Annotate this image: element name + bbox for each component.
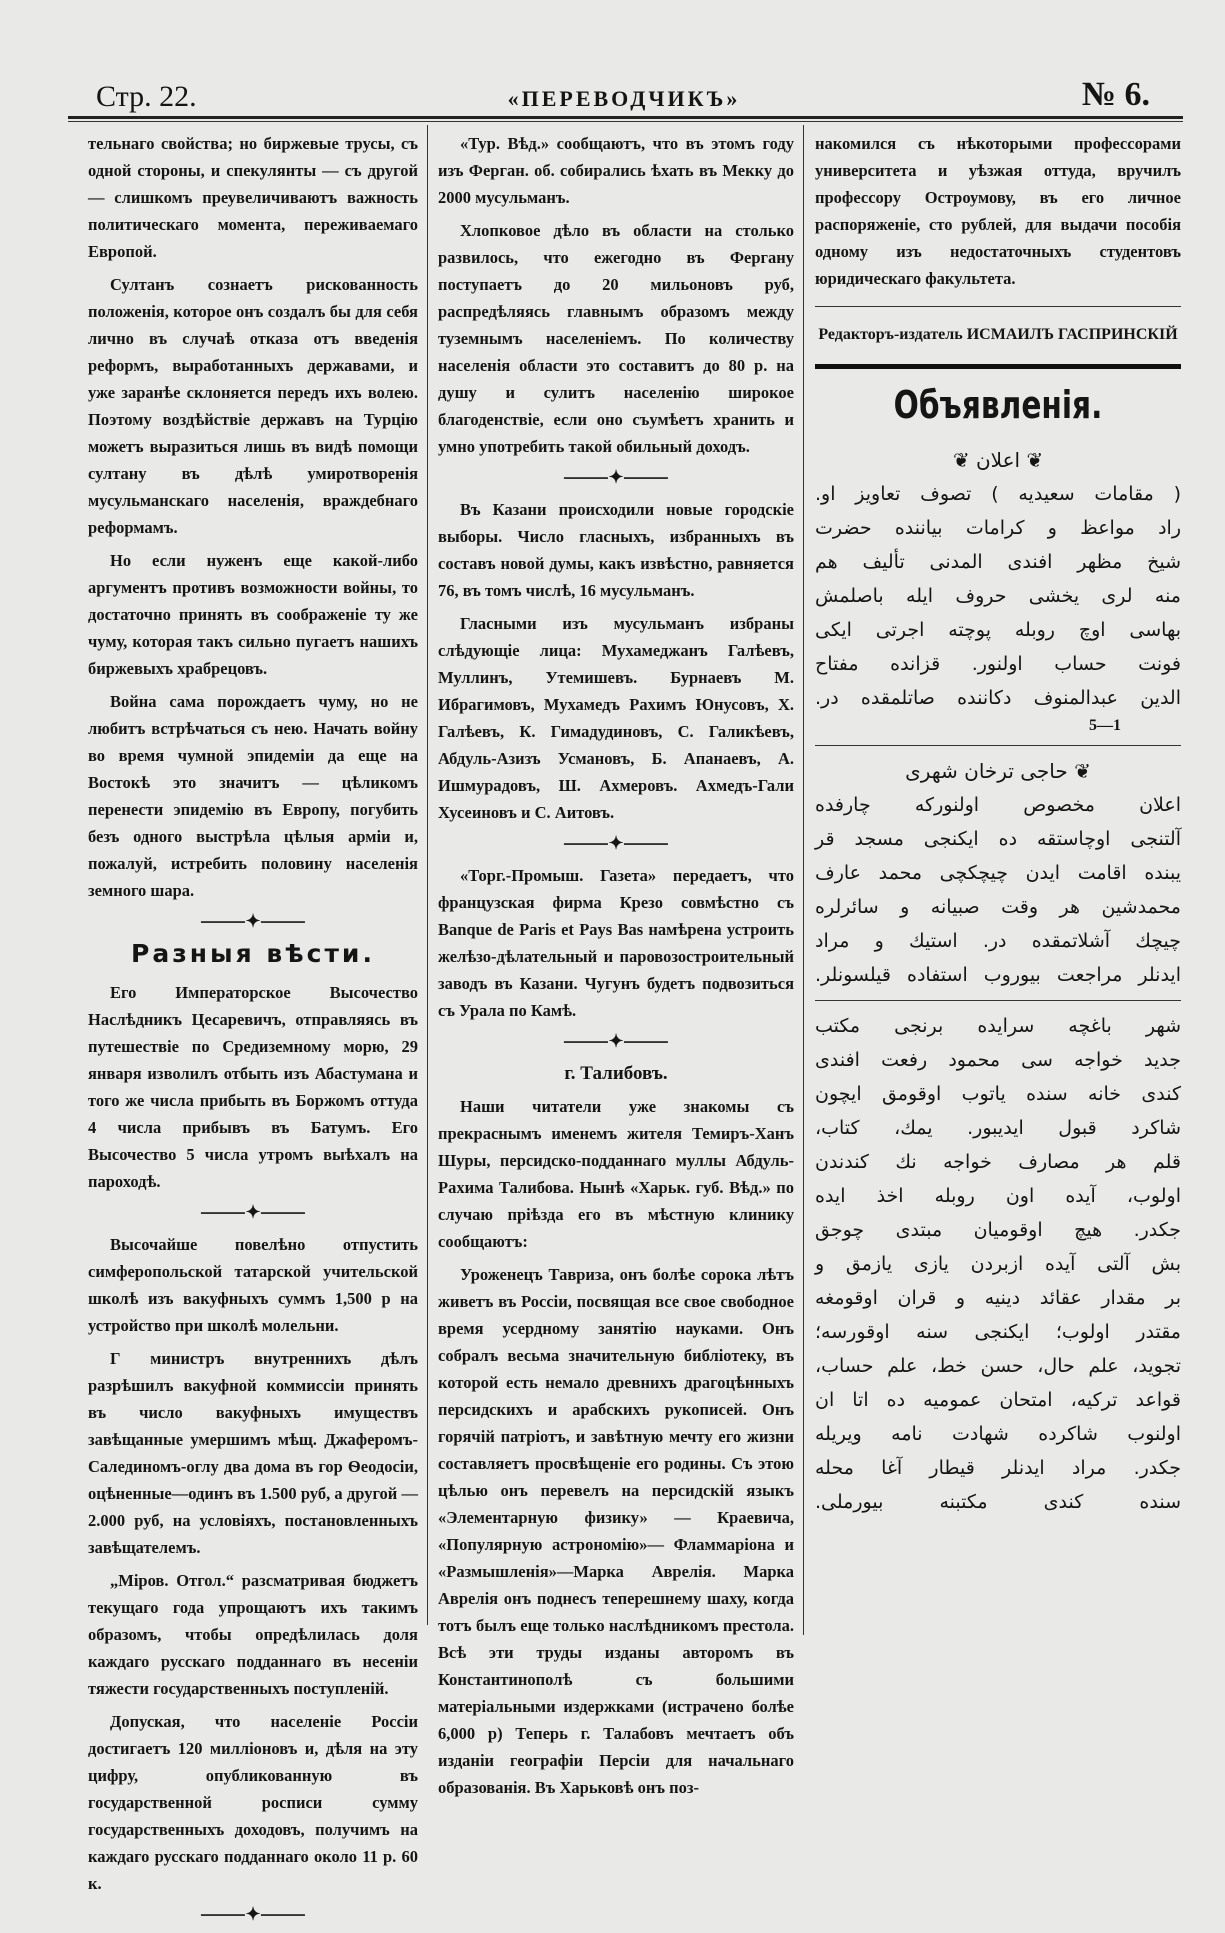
ad-line: سنده كندى مكتبنه بيورملى. bbox=[815, 1491, 1181, 1513]
article-heading: г. Талибовъ. bbox=[564, 1063, 668, 1084]
ad-line: الدين عبدالمنوف دكاننده صاتلمقده در. bbox=[815, 687, 1181, 709]
advertisement bbox=[815, 1009, 1181, 1519]
paragraph: Хлопковое дѣло въ области на столько развилось, что ежегодно въ Фергану поступаетъ до 20 мильоновъ руб, распредѣляясь главнымъ образомъ между туземнымъ населеніемъ. По количеству населенія области это составитъ до 80 р. на душу и сулитъ населенію широкое благоденствіе, если оно съумѣетъ хранить и умно употребить такой обильный доходъ. bbox=[438, 221, 794, 456]
ornament-divider: ⸻✦⸻ bbox=[200, 1904, 306, 1924]
paragraph: Война сама порождаетъ чуму, но не любитъ встрѣчаться съ нею. Начать войну во время чумной эпидеміи да еще на Востокѣ это значитъ — цѣликомъ перенести эпидемію въ Европу, погубить безъ одного выстрѣла цѣлыя арміи и, пожалуй, истребить половину населенія земного шара. bbox=[88, 692, 418, 900]
ad-line: تجويد، علم حال، حسن خط، علم حساب، bbox=[815, 1355, 1181, 1377]
ad-line: مقتدر اولوب؛ ايكنجى سنه اوقورسه؛ bbox=[815, 1321, 1181, 1343]
ornament-divider: ⸻✦⸻ bbox=[563, 467, 669, 487]
column-3 bbox=[815, 130, 1181, 1519]
ad-line: كندى خانه سنده ياتوب اوقومق ايچون bbox=[815, 1083, 1181, 1105]
paragraph: Г министръ внутреннихъ дѣлъ разрѣшилъ вакуфной коммиссіи принять въ число вакуфныхъ имуществъ завѣщанные умершимъ мѣщ. Джаферомъ-Салединомъ-оглу два дома въ гор Ѳеодосіи, оцѣненные—одинъ въ 1.500 руб, а другой — 2.000 руб, на условіяхъ, постановленныхъ завѣщателемъ. bbox=[88, 1349, 418, 1557]
paragraph: Уроженецъ Тавриза, онъ болѣе сорока лѣтъ живетъ въ Россіи, посвящая все свое свободное время усердному занятію науками. Онъ собралъ весьма значительную библіотеку, въ которой есть немало древнихъ драгоцѣнныхъ персидскихъ и арабскихъ рукописей. Онъ горячій патріотъ, и завѣтную мечту его жизни составляетъ просвѣщеніе его родины. Съ этою цѣлью онъ перевелъ на персидскій языкъ «Элементарную физику» — Краевича, «Популярную астрономію»— Фламмаріона и «Размышленія»—Марка Аврелія. Марка Аврелія онъ поднесъ теперешнему шаху, когда тотъ былъ еще только наслѣдникомъ престола. Всѣ эти труды изданы авторомъ въ Константинополѣ съ большими матеріальными издержками (истрачено болѣе 6,000 р) Теперь г. Талабовъ мечтаетъ объ изданіи географіи Персіи для начальнаго образованія. Въ Харьковѣ онъ поз- bbox=[438, 1265, 794, 1797]
newspaper-title: «ПЕРЕВОДЧИКЪ» bbox=[507, 86, 741, 111]
ad-line: اولوب، آيده اون روبله اخذ ايده bbox=[815, 1185, 1181, 1207]
ad-line: فونت حساب اولنور. قزانده مفتاح bbox=[815, 653, 1181, 675]
column-1 bbox=[88, 130, 418, 1933]
section-heading: Разныя вѣсти. bbox=[131, 939, 375, 968]
ads-heading: Объявленія. bbox=[893, 383, 1103, 427]
paragraph: Но если нуженъ еще какой-либо аргументъ противъ возможности войны, то достаточно принять въ соображеніе ту же чуму, которая такъ сильно пугаетъ нашихъ биржевыхъ храбрецовъ. bbox=[88, 551, 418, 678]
paragraph: Гласными изъ мусульманъ избраны слѣдующіе лица: Мухамеджанъ Галѣевъ, Муллинъ, Утемишевъ. Бурнаевъ М. Ибрагимовъ, Мухамедъ Рахимъ Юнусовъ, Х. Галѣевъ, К. Гимадудиновъ, С. Галикѣевъ, Абдуль-Азизъ Усмановъ, Б. Апанаевъ, А. Ишмурадовъ, Ш. Ахмеровъ. Ахмедъ-Гали Хусеиновъ и С. Аитовъ. bbox=[438, 614, 794, 822]
ad-title: ❦ حاجى ترخان شهرى bbox=[905, 759, 1091, 783]
ad-line: جكدر. مراد ايدنلر قيطار آغا محله bbox=[815, 1457, 1181, 1479]
ad-line: قواعد تركيه، امتحان عموميه ده اتا ان bbox=[815, 1389, 1181, 1411]
ad-line: راد مواعظ و كرامات بياننده حضرت bbox=[815, 517, 1181, 539]
ornament-divider: ⸻✦⸻ bbox=[200, 911, 306, 931]
page-header bbox=[68, 78, 1180, 118]
ad-count: 5—1 bbox=[1089, 717, 1121, 734]
paragraph: Допуская, что населеніе Россіи достигаетъ 120 милліоновъ и, дѣля на эту цифру, опубликованную въ государственной росписи сумму государственныхъ доходовъ, получимъ на каждаго русскаго подданнаго около 11 р. 60 к. bbox=[88, 1712, 418, 1893]
advertisement bbox=[815, 443, 1181, 715]
paragraph: Наши читатели уже знакомы съ прекраснымъ именемъ жителя Темиръ-Ханъ Шуры, персидско-подданнаго муллы Абдуль-Рахима Талибова. Нынѣ «Харьк. губ. Вѣд.» по случаю пріѣзда его въ мѣстную клинику сообщаютъ: bbox=[438, 1097, 794, 1251]
ornament-divider: ⸻✦⸻ bbox=[563, 1031, 669, 1051]
ad-line: ايدنلر مراجعت بيوروب استفاده قيلسونلر. bbox=[815, 964, 1181, 986]
editor-publisher: Редакторъ-издатель ИСМАИЛЪ ГАСПРИНСКІЙ bbox=[818, 326, 1178, 343]
divider bbox=[815, 1000, 1181, 1001]
ad-line: ( مقامات سعيديه ) تصوف تعاويز او. bbox=[815, 483, 1181, 505]
paragraph: Высочайше повелѣно отпустить симферопольской татарской учительской школѣ изъ вакуфныхъ суммъ 1,500 р на устройство при школѣ молельни. bbox=[88, 1235, 418, 1335]
divider bbox=[815, 745, 1181, 746]
ad-line: محمدشين هر وقت صبيانه و سائرلره bbox=[815, 896, 1181, 918]
paragraph: Его Императорское Высочество Наслѣдникъ Цесаревичъ, отправляясь въ путешествіе по Средиземному морю, 29 января изволилъ отбыть изъ Абастумана и того же числа прибыть въ Боржомъ оттуда 4 числа прибывъ въ Батумъ. Его Высочество 5 числа утромъ выѣхалъ на пароходѣ. bbox=[88, 983, 418, 1191]
paragraph: накомился съ нѣкоторыми профессорами университета и уѣзжая оттуда, вручилъ профессору Остроумову, въ его личное распоряженіе, сто рублей, для выдачи пособія одному изъ недостаточныхъ студентовъ юридическаго факультета. bbox=[815, 134, 1181, 288]
ad-line: بهاسى اوچ روبله پوچته اجرتى ايكى bbox=[815, 619, 1181, 641]
paragraph: «Тур. Вѣд.» сообщаютъ, что въ этомъ году изъ Ферган. об. собирались ѣхать въ Мекку до 2000 мусульманъ. bbox=[438, 134, 794, 207]
paragraph: «Торг.-Промыш. Газета» передаетъ, что французская фирма Крезо совмѣстно съ Banque de Paris et Pays Bas намѣрена устроить желѣзо-дѣлательный и паровозостроительный заводъ въ Казани. Чугунъ будетъ подвозиться съ Урала по Камѣ. bbox=[438, 866, 794, 1020]
ad-line: منه لرى يخشى حروف ايله باصلمش bbox=[815, 585, 1181, 607]
header-rule bbox=[68, 116, 1183, 122]
column-divider bbox=[803, 125, 804, 1635]
column-2 bbox=[438, 130, 794, 1807]
ad-line: اولنوب شاكرده شهادت نامه ويريله bbox=[815, 1423, 1181, 1445]
ad-line: آلتنجى اوچاستقه ده ايكنجى مسجد قر bbox=[815, 828, 1181, 850]
column-divider bbox=[427, 125, 428, 1625]
issue-number: № 6. bbox=[1081, 76, 1150, 113]
ad-line: اعلان مخصوص اولنوركه چارفده bbox=[815, 794, 1181, 816]
paragraph: Въ Казани происходили новые городскіе выборы. Число гласныхъ, избранныхъ въ составъ новой думы, какъ извѣстно, равняется 76, въ томъ числѣ, 16 мусульманъ. bbox=[438, 500, 794, 600]
paragraph: тельнаго свойства; но биржевые трусы, съ одной стороны, и спекулянты — съ другой — слишкомъ преувеличиваютъ важность политическаго момента, переживаемаго Европой. bbox=[88, 134, 418, 261]
ornament-divider: ⸻✦⸻ bbox=[563, 833, 669, 853]
ad-line: بر مقدار عقائد دينيه و قران اوقومغه bbox=[815, 1287, 1181, 1309]
ornament-divider: ⸻✦⸻ bbox=[200, 1202, 306, 1222]
ad-line: شهر باغچه سرايده برنجى مكتب bbox=[815, 1015, 1181, 1037]
paragraph: „Міров. Отгол.“ разсматривая бюджетъ текущаго года упрощаютъ ихъ такимъ образомъ, чтобы опредѣлилась доля каждаго русскаго подданнаго въ несеніи тяжести государственныхъ поступленій. bbox=[88, 1571, 418, 1698]
paragraph: Султанъ сознаетъ рискованность положенія, которое онъ создалъ бы для себя лично въ случаѣ отказа отъ введенія реформъ, выработанныхъ державами, и уже заранѣе склоняется передъ ихъ волею. Поэтому воздѣйствіе державъ на Турцію можетъ выразиться лишь въ видѣ помощи султану въ дѣлѣ умиротворенія мусульманскаго населенія, враждебнаго реформамъ. bbox=[88, 275, 418, 537]
ad-line: قلم هر مصارف خواجه نك كندندن bbox=[815, 1151, 1181, 1173]
ad-line: شيخ مظهر افندى المدنى تأليف هم bbox=[815, 551, 1181, 573]
thick-divider bbox=[815, 364, 1181, 369]
ad-line: شاكرد قبول ايديبور. يمك، كتاب، bbox=[815, 1117, 1181, 1139]
ad-line: جديد خواجه سى محمود رفعت افندى bbox=[815, 1049, 1181, 1071]
ad-line: يبنده اقامت ايدن چيچكچى محمد عارف bbox=[815, 862, 1181, 884]
ad-line: جكدر. هيچ اوقوميان مبتدى چوجق bbox=[815, 1219, 1181, 1241]
ad-title: ❦ اعلان ❦ bbox=[952, 448, 1044, 472]
page-number: Стр. 22. bbox=[96, 80, 197, 113]
ad-line: چيچك آشلاتمقده در. استيك و مراد bbox=[815, 930, 1181, 952]
ad-line: بش آلتى آيده ازبردن يازى يازمق و bbox=[815, 1253, 1181, 1275]
divider bbox=[815, 306, 1181, 307]
advertisement bbox=[815, 754, 1181, 992]
